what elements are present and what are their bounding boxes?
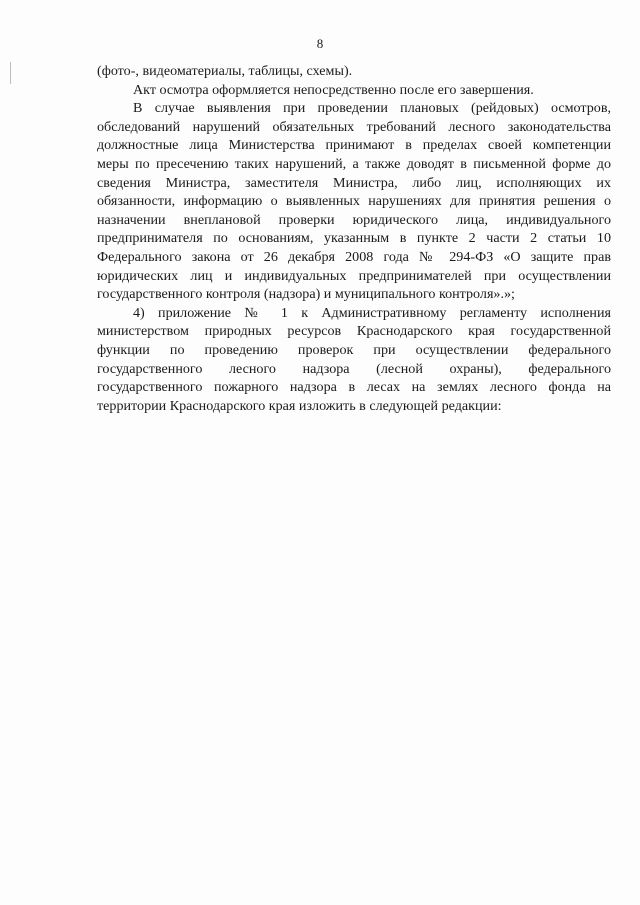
text-line: должностные лица Министерства принимают в пределах своей компетенции xyxy=(97,137,611,154)
text-line: 4) приложение № 1 к Административному регламенту исполнения xyxy=(133,304,611,321)
document-body xyxy=(97,62,611,415)
text-line: меры по пресечению таких нарушений, а также доводят в письменной форме до xyxy=(97,155,611,172)
text-line: сведения Министра, заместителя Министра, либо лиц, исполняющих их xyxy=(97,174,611,191)
text-line: государственного пожарного надзора в лесах на землях лесного фонда на xyxy=(97,379,611,396)
text-line: Акт осмотра оформляется непосредственно после его завершения. xyxy=(133,81,534,98)
text-line: государственного контроля (надзора) и муниципального контроля».»; xyxy=(97,286,515,303)
text-line: функции по проведению проверок при осуществлении федерального xyxy=(97,341,611,358)
text-line: государственного лесного надзора (лесной охраны), федерального xyxy=(97,360,611,377)
page-number: 8 xyxy=(316,36,324,51)
text-line: Федерального закона от 26 декабря 2008 года № 294-ФЗ «О защите прав xyxy=(97,248,611,265)
text-line: обследований нарушений обязательных требований лесного законодательства xyxy=(97,118,611,135)
text-line: министерством природных ресурсов Краснодарского края государственной xyxy=(97,323,611,340)
scan-margin-mark xyxy=(10,62,11,84)
text-line: назначении внеплановой проверки юридического лица, индивидуального xyxy=(97,211,611,228)
text-line: (фото-, видеоматериалы, таблицы, схемы). xyxy=(97,63,353,79)
text-line: территории Краснодарского края изложить в следующей редакции: xyxy=(97,397,502,414)
text-line: юридических лиц и индивидуальных предпринимателей при осуществлении xyxy=(97,267,611,284)
text-line: В случае выявления при проведении плановых (рейдовых) осмотров, xyxy=(133,100,611,117)
text-line: обязанности, информацию о выявленных нарушениях для принятия решения о xyxy=(97,193,611,210)
text-line: предпринимателя по основаниям, указанным в пункте 2 части 2 статьи 10 xyxy=(97,230,611,247)
